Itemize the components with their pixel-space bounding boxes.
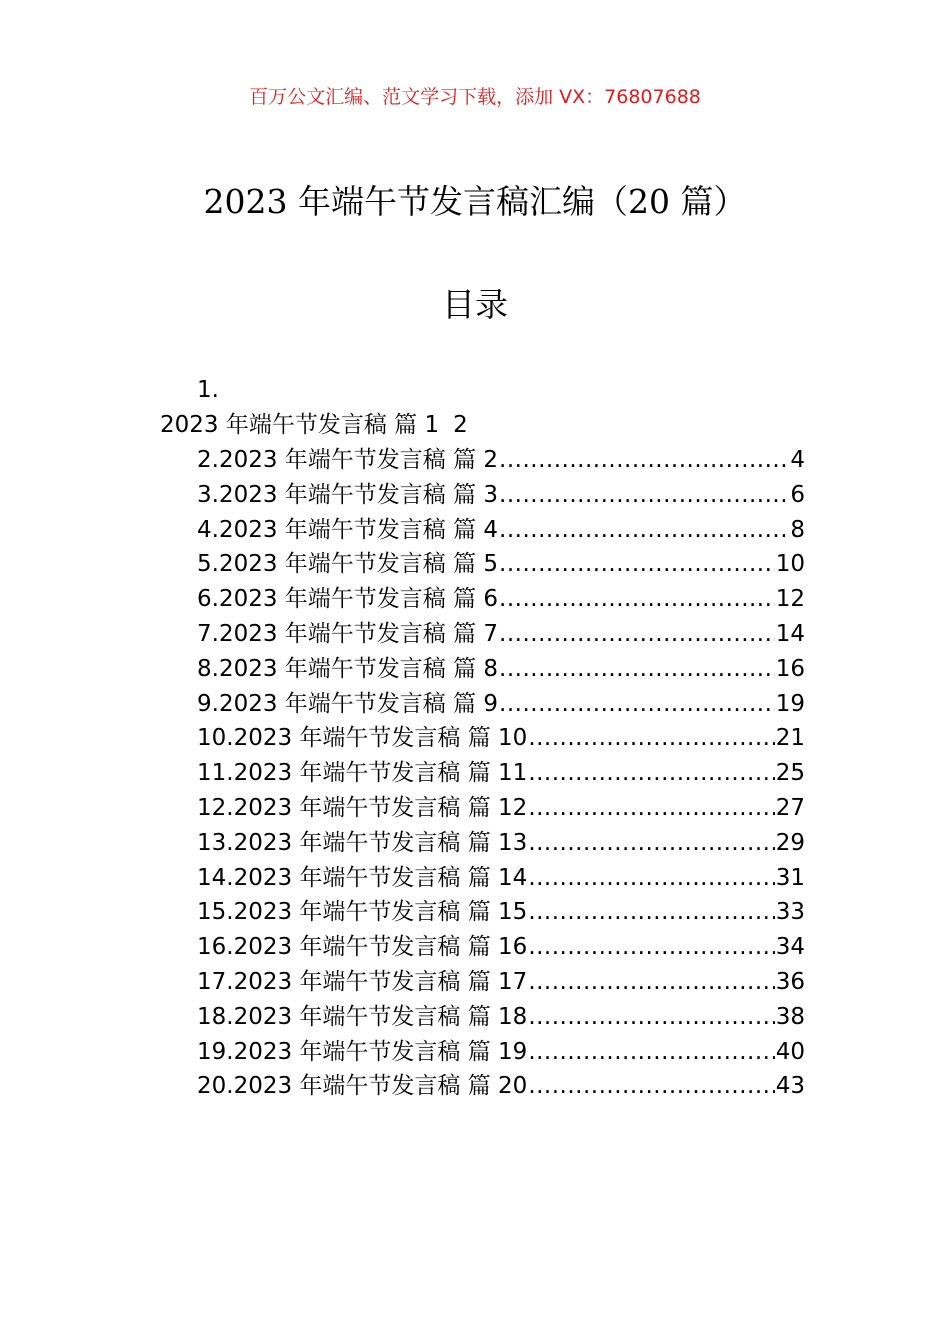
toc-entry-text: 13.2023 年端午节发言稿 篇 13 (197, 829, 528, 856)
toc-entry-page: 29 (775, 829, 805, 856)
toc-entry-page: 40 (775, 1038, 805, 1065)
toc-leader-dots (528, 1035, 774, 1070)
toc-leader-dots (499, 687, 775, 722)
toc-entry-text: 20.2023 年端午节发言稿 篇 20 (197, 1073, 528, 1100)
toc-entry[interactable] (197, 930, 805, 965)
toc-entry-text: 12.2023 年端午节发言稿 篇 12 (197, 794, 528, 821)
toc-entry[interactable] (197, 861, 805, 896)
toc-entry[interactable] (197, 1000, 805, 1035)
toc-entry[interactable] (197, 443, 805, 478)
toc-entry-page: 27 (775, 794, 805, 821)
toc-leader-dots (528, 1000, 774, 1035)
toc-entry-text: 6.2023 年端午节发言稿 篇 6 (197, 586, 499, 613)
toc-entry[interactable] (197, 965, 805, 1000)
toc-entry-1-page: 2 (453, 412, 468, 438)
toc-entry-page: 33 (775, 899, 805, 926)
toc-entry[interactable] (197, 721, 805, 756)
toc-entry[interactable] (197, 687, 805, 722)
toc-entry[interactable] (197, 582, 805, 617)
toc-leader-dots (499, 617, 775, 652)
toc-entry[interactable] (197, 547, 805, 582)
toc-leader-dots (528, 965, 774, 1000)
toc-entry-page: 12 (775, 586, 805, 613)
toc-entry-page: 6 (790, 481, 805, 508)
toc-entry-1[interactable] (160, 409, 468, 441)
toc-entry-1-number[interactable]: 1. (197, 377, 219, 403)
toc-entry-text: 7.2023 年端午节发言稿 篇 7 (197, 620, 499, 647)
toc-leader-dots (528, 1069, 774, 1104)
toc-leader-dots (499, 582, 775, 617)
toc-entry-page: 36 (775, 968, 805, 995)
toc-entry-text: 4.2023 年端午节发言稿 篇 4 (197, 516, 499, 543)
toc-entry-text: 17.2023 年端午节发言稿 篇 17 (197, 968, 528, 995)
toc-entry[interactable] (197, 1035, 805, 1070)
toc-leader-dots (499, 547, 775, 582)
toc-leader-dots (528, 791, 774, 826)
toc-entry-page: 19 (775, 690, 805, 717)
toc-entry[interactable] (197, 652, 805, 687)
toc-entry-text: 3.2023 年端午节发言稿 篇 3 (197, 481, 499, 508)
toc-entry-text: 9.2023 年端午节发言稿 篇 9 (197, 690, 499, 717)
header-note: 百万公文汇编、范文学习下载，添加 VX：76807688 (249, 86, 701, 108)
toc-leader-dots (499, 443, 789, 478)
toc-entry-page: 10 (775, 551, 805, 578)
toc-leader-dots (528, 895, 774, 930)
toc-entry-text: 5.2023 年端午节发言稿 篇 5 (197, 551, 499, 578)
toc-entry-text: 16.2023 年端午节发言稿 篇 16 (197, 934, 528, 961)
toc-entry-page: 25 (775, 760, 805, 787)
toc-leader-dots (499, 513, 789, 548)
toc-entry-text: 14.2023 年端午节发言稿 篇 14 (197, 864, 528, 891)
toc-entry[interactable] (197, 617, 805, 652)
toc-entry[interactable] (197, 756, 805, 791)
toc-leader-dots (528, 826, 774, 861)
toc-leader-dots (499, 652, 775, 687)
toc-entry[interactable] (197, 826, 805, 861)
toc-entry-page: 38 (775, 1003, 805, 1030)
toc-entry[interactable] (197, 895, 805, 930)
toc-entry-text: 8.2023 年端午节发言稿 篇 8 (197, 655, 499, 682)
toc-heading: 目录 (442, 285, 508, 324)
toc-entry-text: 15.2023 年端午节发言稿 篇 15 (197, 899, 528, 926)
toc-entry-text: 11.2023 年端午节发言稿 篇 11 (197, 760, 528, 787)
toc-entry-page: 31 (775, 864, 805, 891)
toc-entry-page: 14 (775, 620, 805, 647)
toc-entry[interactable] (197, 478, 805, 513)
toc-entry-page: 16 (775, 655, 805, 682)
toc-leader-dots (528, 930, 774, 965)
toc-entry-text: 18.2023 年端午节发言稿 篇 18 (197, 1003, 528, 1030)
toc-entry-1-text: 2023 年端午节发言稿 篇 1 (160, 412, 440, 438)
toc-entry-page: 4 (790, 447, 805, 473)
toc-leader-dots (499, 478, 789, 513)
toc-entry-text: 19.2023 年端午节发言稿 篇 19 (197, 1038, 528, 1065)
toc-entry-page: 8 (790, 516, 805, 543)
toc-entry-page: 21 (775, 725, 805, 752)
toc-entry-text: 10.2023 年端午节发言稿 篇 10 (197, 725, 528, 752)
toc-entry[interactable] (197, 1069, 805, 1104)
toc-entry[interactable] (197, 513, 805, 548)
document-title: 2023 年端午节发言稿汇编（20 篇） (203, 182, 747, 221)
toc-entry-page: 34 (775, 934, 805, 961)
toc-entry-text: 2.2023 年端午节发言稿 篇 2 (197, 447, 499, 473)
toc-leader-dots (528, 721, 774, 756)
toc-list (197, 443, 805, 1104)
toc-entry[interactable] (197, 791, 805, 826)
toc-entry-page: 43 (775, 1073, 805, 1100)
toc-leader-dots (528, 756, 774, 791)
toc-leader-dots (528, 861, 774, 896)
